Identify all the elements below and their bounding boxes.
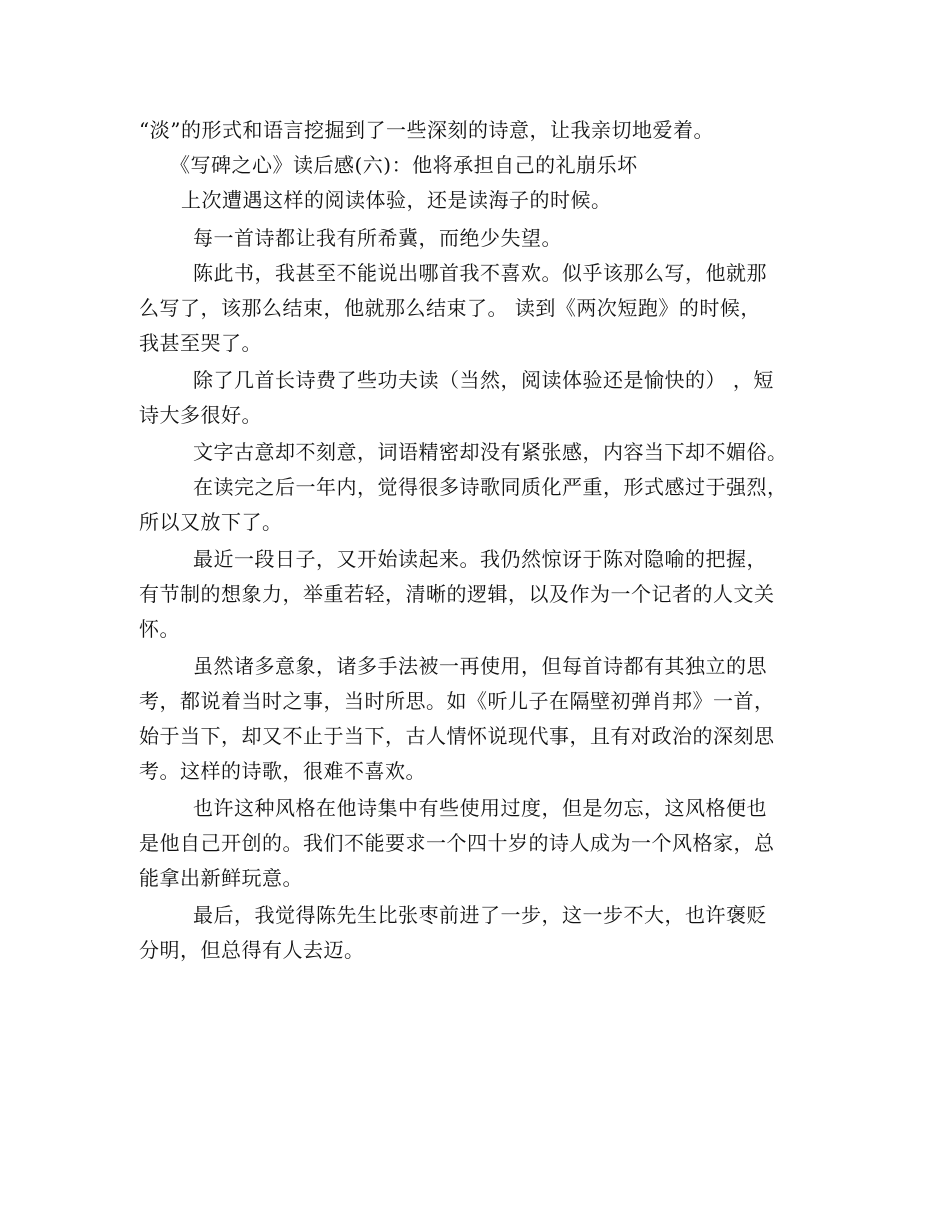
text-line: 陈此书，我甚至不能说出哪首我不喜欢。似乎该那么写，他就那 [193, 261, 767, 285]
text-line: 么写了，该那么结束，他就那么结束了。 读到《两次短跑》的时候， [139, 296, 761, 320]
text-line: 最近一段日子，又开始读起来。我仍然惊讶于陈对隐喻的把握， [193, 547, 767, 571]
text-line: 始于当下，却又不止于当下，古人情怀说现代事，且有对政治的深刻思 [139, 724, 775, 748]
text-line: 有节制的想象力，举重若轻，清晰的逻辑，以及作为一个记者的人文关 [139, 582, 775, 606]
text-line: 最后，我觉得陈先生比张枣前进了一步，这一步不大，也许褒贬 [193, 903, 767, 927]
text-line: 能拿出新鲜玩意。 [139, 866, 303, 890]
text-line: 考。这样的诗歌，很难不喜欢。 [139, 759, 426, 783]
section-heading: 《写碑之心》读后感(六)：他将承担自己的礼崩乐坏 [170, 153, 638, 177]
text-line: 我甚至哭了。 [139, 331, 262, 355]
text-line: “淡”的形式和语言挖掘到了一些深刻的诗意，让我亲切地爱着。 [139, 118, 714, 142]
text-line: 虽然诸多意象，诸多手法被一再使用，但每首诗都有其独立的思 [193, 654, 767, 678]
text-line: 是他自己开创的。我们不能要求一个四十岁的诗人成为一个风格家，总 [139, 831, 775, 855]
text-line: 考，都说着当时之事，当时所思。如《听儿子在隔壁初弹肖邦》一首， [139, 689, 775, 713]
text-line: 在读完之后一年内，觉得很多诗歌同质化严重，形式感过于强烈， [193, 475, 788, 499]
text-line: 除了几首长诗费了些功夫读（当然，阅读体验还是愉快的） ，短 [193, 368, 774, 392]
text-line: 诗大多很好。 [139, 403, 262, 427]
text-line: 所以又放下了。 [139, 510, 283, 534]
text-line: 也许这种风格在他诗集中有些使用过度，但是勿忘，这风格便也 [193, 796, 767, 820]
text-line: 每一首诗都让我有所希冀，而绝少失望。 [193, 226, 562, 250]
text-line: 文字古意却不刻意，词语精密却没有紧张感，内容当下却不媚俗。 [193, 440, 788, 464]
text-line: 分明，但总得有人去迈。 [139, 938, 365, 962]
text-line: 怀。 [139, 617, 180, 641]
text-line: 上次遭遇这样的阅读体验，还是读海子的时候。 [181, 188, 612, 212]
